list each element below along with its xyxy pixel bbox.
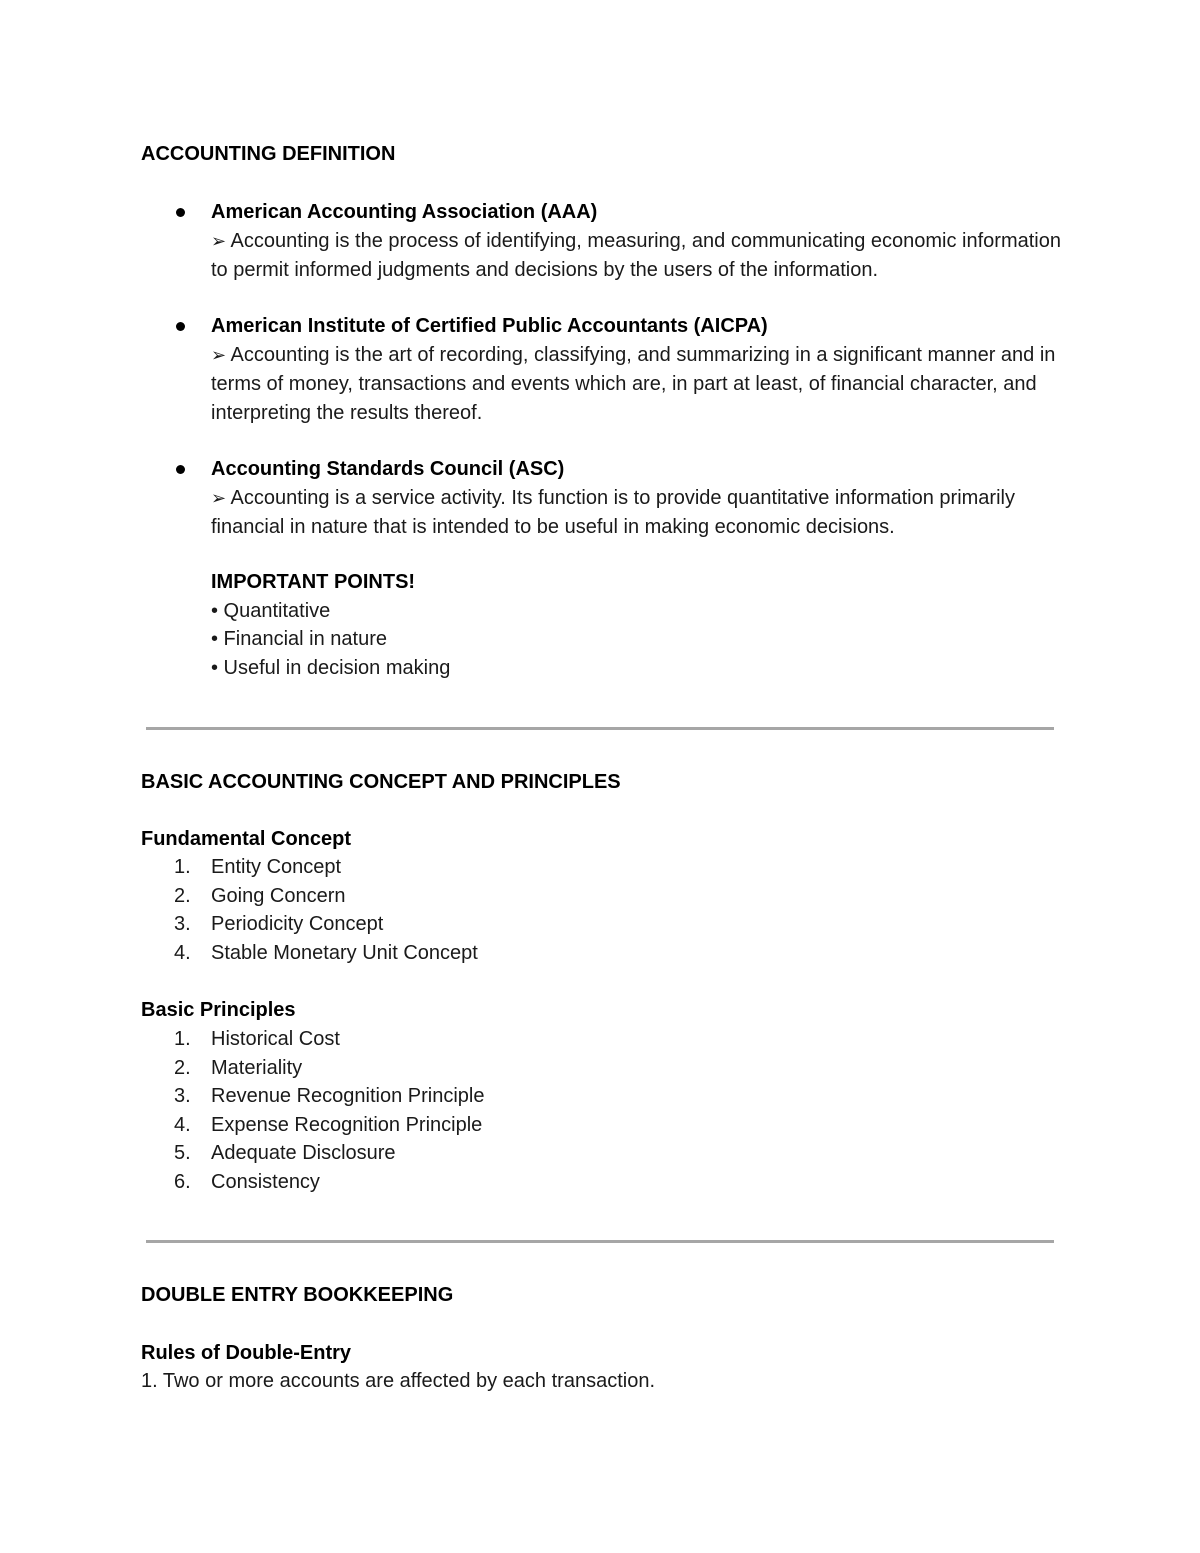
bullet-dot: [176, 208, 185, 217]
list-item: 2. Materiality: [174, 1056, 303, 1079]
list-item: 1. Historical Cost: [174, 1028, 340, 1050]
definition-aaa: [211, 198, 1071, 285]
arrow-icon: ➢: [211, 487, 227, 509]
list-item: 4. Stable Monetary Unit Concept: [174, 941, 478, 964]
horizontal-divider: [146, 727, 1054, 730]
basic-principles-list: [174, 1025, 485, 1196]
definition-aicpa: [211, 312, 1071, 427]
definition-text: [211, 227, 1071, 285]
definition-text: [211, 341, 1071, 428]
list-item: 5. Adequate Disclosure: [174, 1142, 396, 1164]
definition-title: American Institute of Certified Public Accountants (AICPA): [211, 315, 768, 337]
definition-asc: [211, 455, 1071, 542]
rule-line: 1. Two or more accounts are affected by each transaction.: [141, 1370, 655, 1392]
list-item: 3. Periodicity Concept: [174, 913, 384, 935]
definition-body: Accounting is the process of identifying, measuring, and communicating economic information to permit informed judgments and decisions by the users of the information.: [211, 229, 1061, 281]
list-item: 4. Expense Recognition Principle: [174, 1113, 483, 1136]
important-points: [211, 568, 450, 682]
subsection-title-fundamental-concept: Fundamental Concept: [141, 828, 352, 850]
important-point: • Financial in nature: [211, 628, 387, 650]
definition-text: [211, 484, 1071, 542]
definition-title: American Accounting Association (AAA): [211, 201, 598, 223]
important-point: • Quantitative: [211, 599, 331, 622]
important-points-title: IMPORTANT POINTS!: [211, 571, 416, 593]
list-item: 3. Revenue Recognition Principle: [174, 1085, 485, 1107]
arrow-icon: ➢: [211, 344, 227, 366]
section-title-accounting-definition: ACCOUNTING DEFINITION: [141, 143, 396, 165]
important-point: • Useful in decision making: [211, 656, 451, 679]
list-item: 6. Consistency: [174, 1170, 320, 1193]
definition-body: Accounting is the art of recording, classifying, and summarizing in a significant manner and in terms of money, transactions and events which are, in part at least, of financial character, and interpreting the results thereof.: [211, 343, 1056, 424]
section-title-double-entry: DOUBLE ENTRY BOOKKEEPING: [141, 1284, 454, 1306]
definition-body: Accounting is a service activity. Its function is to provide quantitative information primarily financial in nature that is intended to be useful in making economic decisions.: [211, 486, 1015, 538]
definition-title: Accounting Standards Council (ASC): [211, 458, 565, 480]
list-item: 1. Entity Concept: [174, 856, 342, 878]
subsection-title-basic-principles: Basic Principles: [141, 999, 296, 1021]
bullet-dot: [176, 465, 185, 474]
horizontal-divider: [146, 1240, 1054, 1243]
bullet-dot: [176, 322, 185, 331]
subsection-title-rules-double-entry: Rules of Double-Entry: [141, 1342, 352, 1364]
arrow-icon: ➢: [211, 230, 227, 252]
list-item: 2. Going Concern: [174, 884, 346, 907]
fundamental-concept-list: [174, 853, 478, 967]
section-title-basic-concepts: BASIC ACCOUNTING CONCEPT AND PRINCIPLES: [141, 771, 621, 793]
